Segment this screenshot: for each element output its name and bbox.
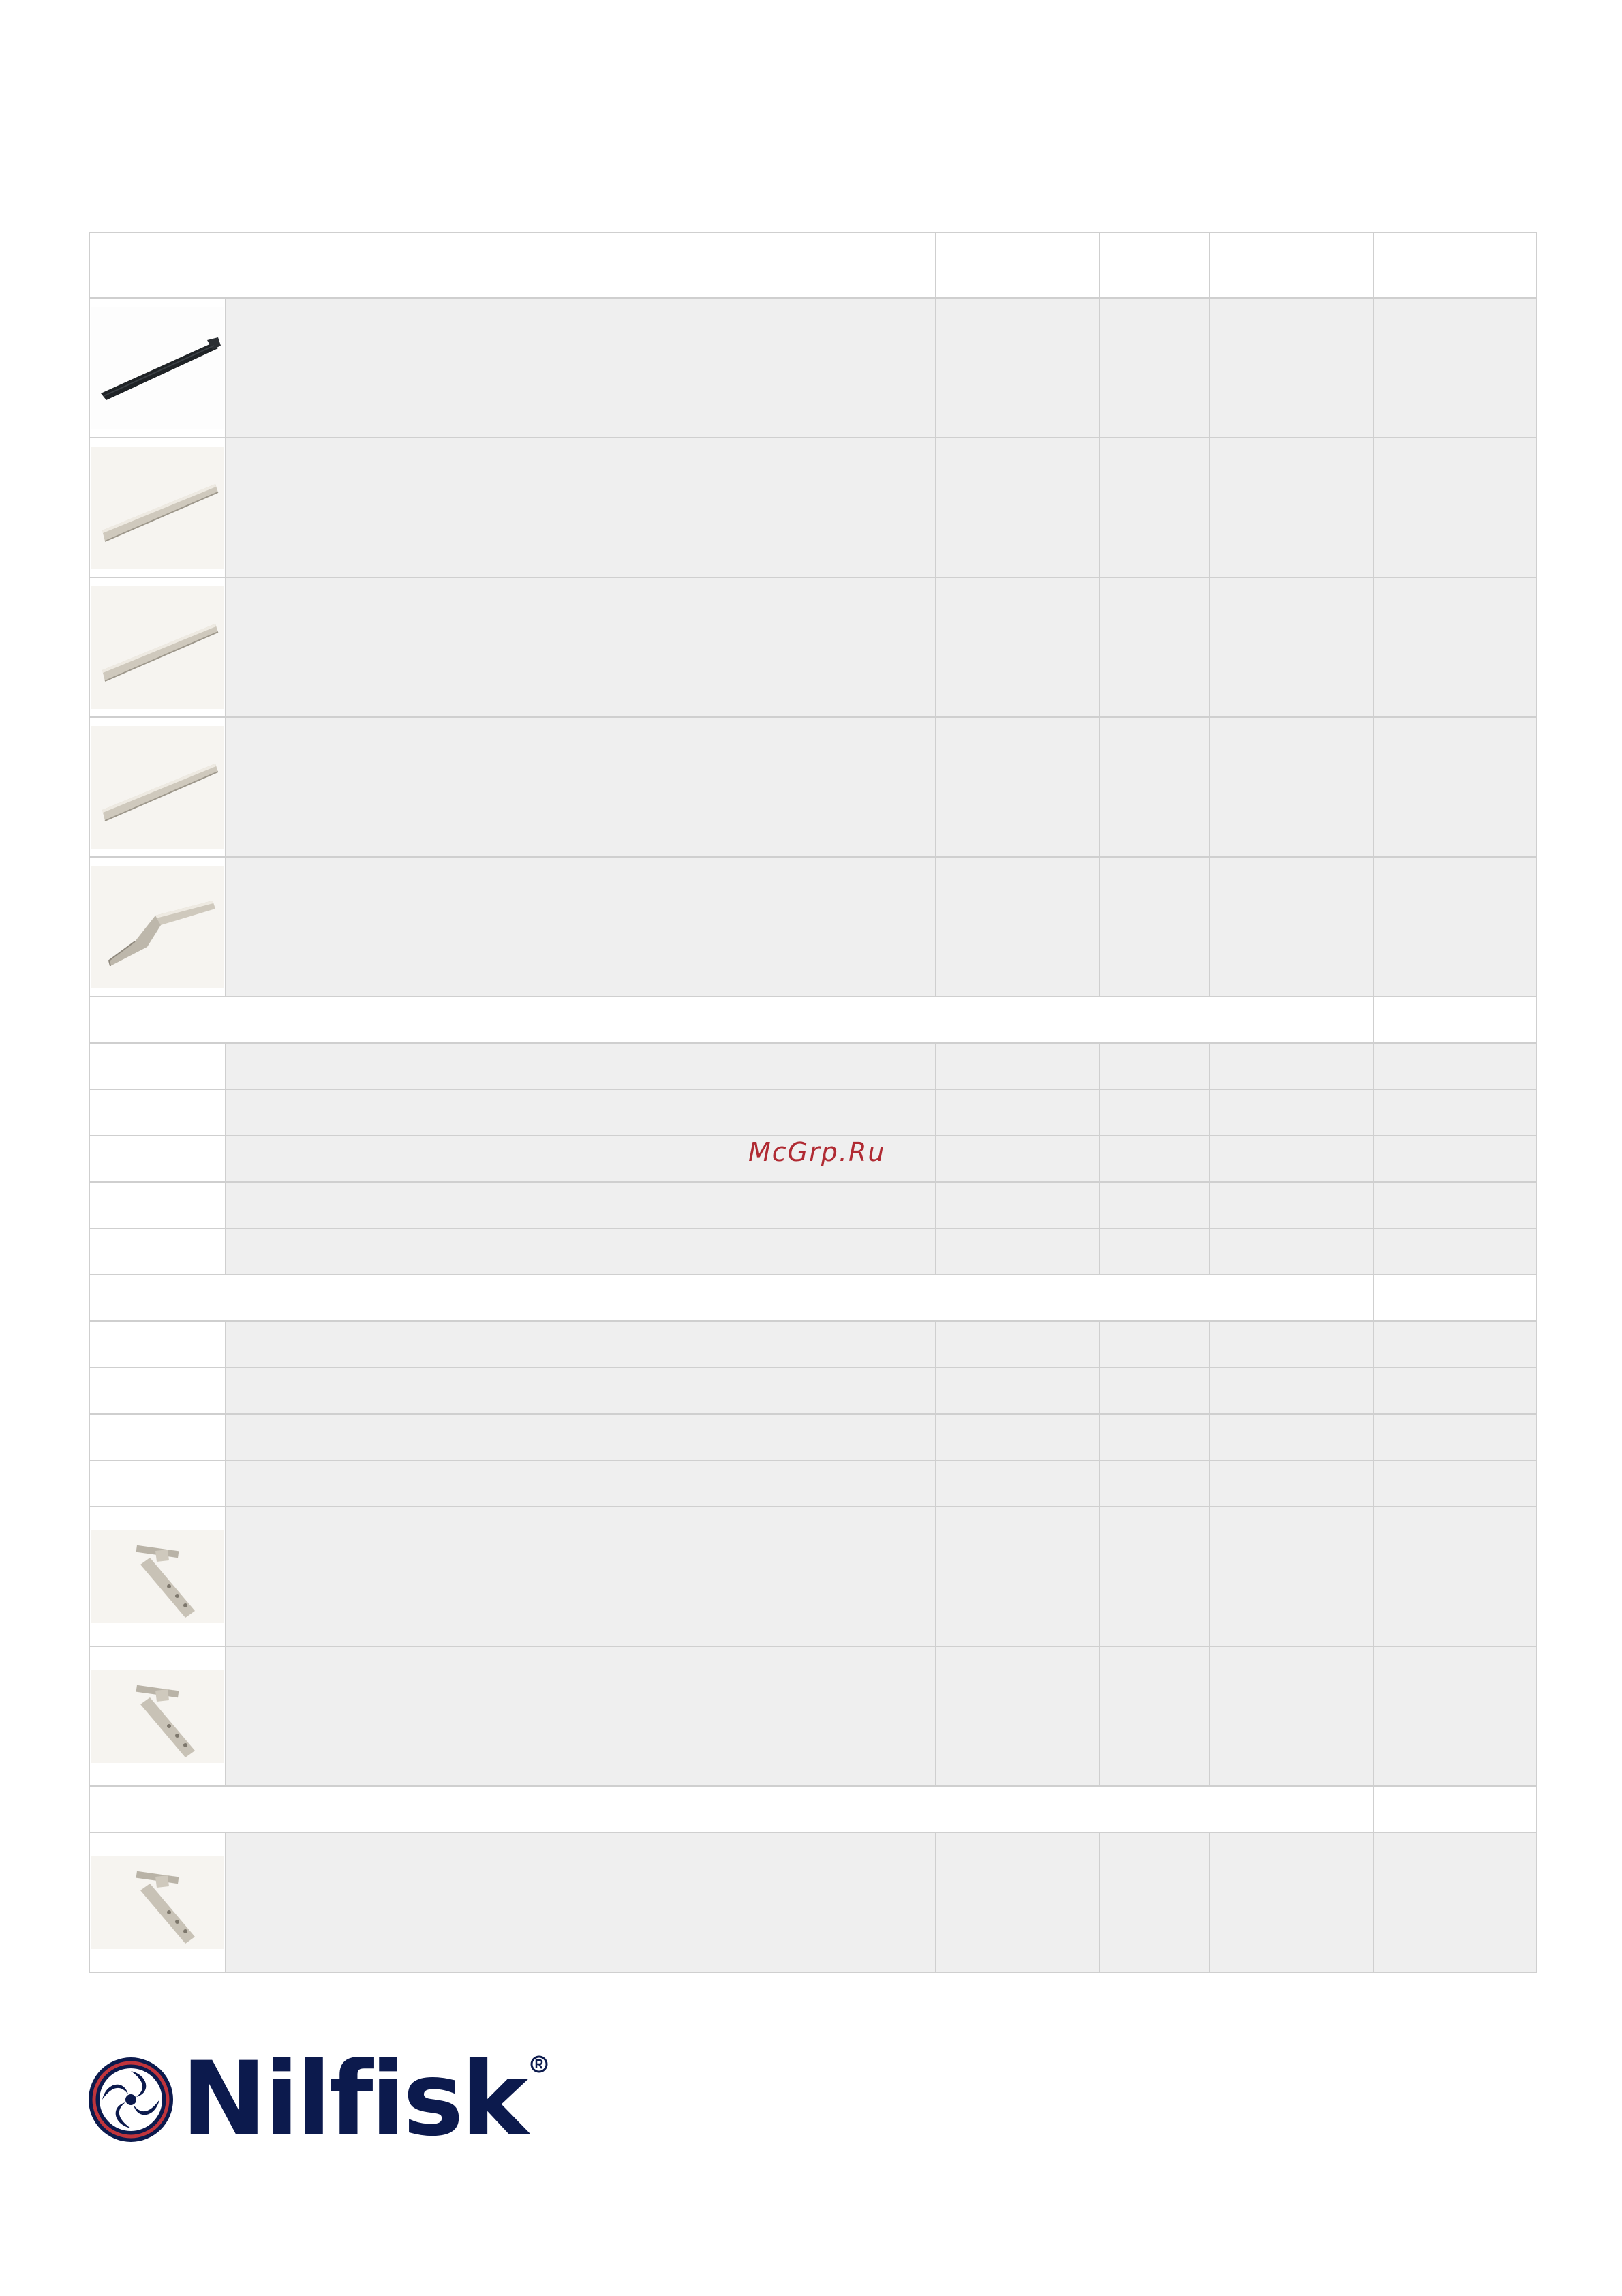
header-cell-3 [1099, 232, 1210, 298]
header-cell-4 [1210, 232, 1373, 298]
registered-mark-icon [530, 2055, 548, 2073]
section-row [89, 997, 1537, 1043]
table-row [89, 1414, 1537, 1460]
crevice-tool-black-icon [93, 317, 222, 419]
thumbnail-cell [89, 438, 226, 577]
angled-nozzle-steel-icon [93, 876, 222, 978]
crevice-tool-steel-icon [93, 596, 222, 699]
table-row [89, 298, 1537, 438]
squeegee-nozzle-steel-icon [93, 1856, 222, 1949]
section-row [89, 1786, 1537, 1832]
table-row [89, 1368, 1537, 1414]
table-row [89, 1460, 1537, 1507]
table-row [89, 577, 1537, 717]
thumbnail-cell [89, 1832, 226, 1972]
thumbnail-cell [89, 1646, 226, 1786]
thumbnail-cell [89, 577, 226, 717]
table-row [89, 1228, 1537, 1275]
parts-table [89, 232, 1537, 1973]
table-row [89, 1507, 1537, 1646]
thumbnail-cell [89, 857, 226, 997]
header-cell-5 [1373, 232, 1537, 298]
squeegee-nozzle-steel-icon [93, 1670, 222, 1763]
parts-table-container [89, 232, 1536, 1973]
table-row [89, 1089, 1537, 1136]
table-header-row [89, 232, 1537, 298]
thumbnail-cell [89, 1507, 226, 1646]
nilfisk-swirl-icon [86, 2055, 176, 2145]
thumbnail-cell [89, 298, 226, 438]
table-row [89, 1182, 1537, 1228]
table-row [89, 1321, 1537, 1368]
table-row [89, 1043, 1537, 1089]
thumbnail-cell [89, 717, 226, 857]
section-row [89, 1275, 1537, 1321]
header-cell-description [89, 232, 936, 298]
table-row [89, 857, 1537, 997]
watermark-text: McGrp.Ru [748, 1137, 886, 1167]
table-row [89, 1646, 1537, 1786]
squeegee-nozzle-steel-icon [93, 1530, 222, 1623]
brand-logo [86, 2040, 548, 2159]
table-row [89, 438, 1537, 577]
crevice-tool-steel-icon [93, 457, 222, 559]
brand-name: Nilfisk [181, 2040, 527, 2159]
header-cell-2 [936, 232, 1099, 298]
table-row [89, 1832, 1537, 1972]
table-row [89, 717, 1537, 857]
crevice-tool-steel-icon [93, 736, 222, 839]
